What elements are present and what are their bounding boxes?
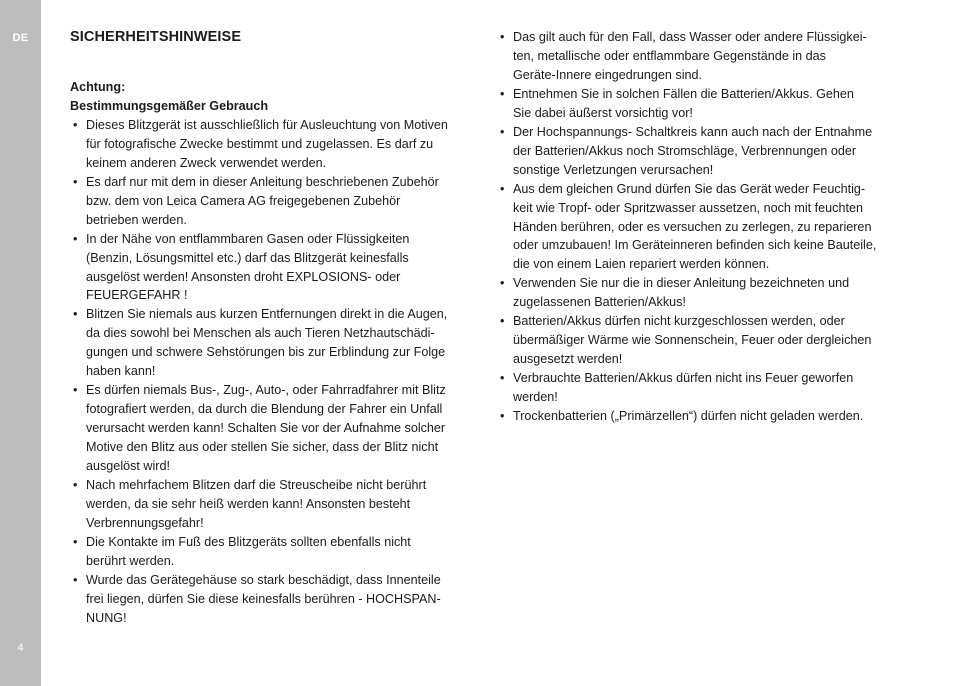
bullet-icon: • (73, 174, 78, 189)
list-item-line: Nach mehrfachem Blitzen darf die Streuscheibe nicht berührt (86, 478, 427, 493)
bullet-icon: • (500, 371, 505, 386)
list-item-line: Verbrennungsgefahr! (86, 515, 204, 530)
list-item-line: übermäßiger Wärme wie Sonnenschein, Feuer oder dergleichen (513, 333, 872, 348)
list-item-line: Die Kontakte im Fuß des Blitzgeräts sollten ebenfalls nicht (86, 534, 411, 549)
list-item-line: Es darf nur mit dem in dieser Anleitung beschriebenen Zubehör (86, 174, 439, 189)
list-item-line: da dies sowohl bei Menschen als auch Tieren Netzhautschädi- (86, 326, 435, 341)
list-item-line: Motive den Blitz aus oder stellen Sie sicher, dass der Blitz nicht (86, 440, 439, 455)
bullet-icon: • (73, 478, 78, 493)
list-item-line: Batterien/Akkus dürfen nicht kurzgeschlossen werden, oder (513, 314, 845, 329)
sidebar (0, 0, 41, 686)
list-item (497, 369, 901, 407)
list-item (70, 305, 474, 381)
list-item-line: FEUERGEFAHR ! (86, 288, 188, 303)
bullet-icon: • (500, 314, 505, 329)
list-item (497, 85, 901, 123)
list-item-line: (Benzin, Lösungsmittel etc.) darf das Blitzgerät keinesfalls (86, 250, 409, 265)
list-item-line: die von einem Laien repariert werden können. (513, 257, 770, 272)
list-item-line: Aus dem gleichen Grund dürfen Sie das Gerät weder Feuchtig- (513, 181, 866, 196)
list-item-line: In der Nähe von entflammbaren Gasen oder Flüssigkeiten (86, 231, 410, 246)
list-item-line: keinem anderen Zweck verwendet werden. (86, 155, 327, 170)
list-item (497, 180, 901, 275)
language-tab: DE (12, 32, 29, 44)
section-heading: Bestimmungsgemäßer Gebrauch (70, 98, 269, 113)
list-item-line: ausgesetzt werden! (513, 352, 623, 367)
list-item-line: ausgelöst werden! Ansonsten droht EXPLOSIONS- oder (86, 269, 401, 284)
list-item-line: Entnehmen Sie in solchen Fällen die Batterien/Akkus. Gehen (513, 86, 854, 101)
list-item-line: ten, metallische oder entflammbare Gegenstände in das (513, 48, 826, 63)
bullet-icon: • (73, 383, 78, 398)
list-item-line: Dieses Blitzgerät ist ausschließlich für Ausleuchtung von Motiven (86, 117, 448, 132)
list-item-line: Händen berühren, oder es versuchen zu zerlegen, zu reparieren (513, 219, 872, 234)
list-item-line: verursacht werden kann! Schalten Sie vor der Aufnahme solcher (86, 421, 446, 436)
bullet-icon: • (500, 124, 505, 139)
bullet-icon: • (500, 181, 505, 196)
bullet-icon: • (73, 534, 78, 549)
right-bullet-list (497, 28, 901, 426)
list-item (70, 533, 474, 571)
list-item (70, 173, 474, 230)
list-item (70, 230, 474, 306)
list-item-line: berührt werden. (86, 553, 175, 568)
list-item-line: NUNG! (86, 610, 127, 625)
list-item (70, 116, 474, 173)
list-item-line: gungen und schwere Sehstörungen bis zur Erblindung zur Folge (86, 345, 446, 360)
list-item (70, 476, 474, 533)
list-item-line: Es dürfen niemals Bus-, Zug-, Auto-, oder Fahrradfahrer mit Blitz (86, 383, 446, 398)
list-item-line: Geräte-Innere eingedrungen sind. (513, 67, 703, 82)
warning-heading: Achtung: (70, 80, 126, 94)
list-item-line: fotografiert werden, da durch die Blendung der Fahrer ein Unfall (86, 402, 443, 417)
list-item-line: haben kann! (86, 364, 156, 379)
list-item-line: der Batterien/Akkus noch Stromschläge, Verbrennungen oder (513, 143, 857, 158)
list-item-line: oder umzubauen! Im Geräteinneren befinden sich keine Bauteile, (513, 238, 877, 253)
right-column (497, 28, 901, 426)
left-column (70, 78, 474, 628)
list-item-line: Verwenden Sie nur die in dieser Anleitung bezeichneten und (513, 276, 850, 291)
bullet-icon: • (73, 117, 78, 132)
list-item-line: bzw. dem von Leica Camera AG freigegebenen Zubehör (86, 193, 401, 208)
list-item-line: Sie dabei äußerst vorsichtig vor! (513, 105, 693, 120)
list-item-line: keit wie Tropf- oder Spritzwasser aussetzen, noch mit feuchten (513, 200, 863, 215)
left-bullet-list (70, 116, 474, 628)
page-number: 4 (17, 642, 24, 654)
page-title: SICHERHEITSHINWEISE (70, 29, 242, 45)
list-item (497, 312, 901, 369)
list-item-line: sonstige Verletzungen verursachen! (513, 162, 714, 177)
list-item-line: werden! (513, 390, 558, 405)
list-item-line: Verbrauchte Batterien/Akkus dürfen nicht ins Feuer geworfen (513, 371, 854, 386)
list-item-line: Blitzen Sie niemals aus kurzen Entfernungen direkt in die Augen, (86, 307, 448, 322)
bullet-icon: • (500, 86, 505, 101)
list-item-line: betrieben werden. (86, 212, 187, 227)
list-item-line: ausgelöst wird! (86, 459, 170, 474)
list-item (497, 123, 901, 180)
list-item (497, 407, 901, 426)
list-item-line: Der Hochspannungs- Schaltkreis kann auch nach der Entnahme (513, 124, 873, 139)
list-item (497, 274, 901, 312)
list-item-line: für fotografische Zwecke bestimmt und zugelassen. Es darf zu (86, 136, 434, 151)
list-item (70, 571, 474, 628)
list-item-line: Trockenbatterien („Primärzellen“) dürfen nicht geladen werden. (513, 409, 864, 424)
bullet-icon: • (500, 409, 505, 424)
list-item (497, 28, 901, 85)
list-item (70, 381, 474, 476)
list-item-line: frei liegen, dürfen Sie diese keinesfalls berühren - HOCHSPAN- (86, 591, 441, 606)
list-item-line: zugelassenen Batterien/Akkus! (513, 295, 686, 310)
bullet-icon: • (500, 276, 505, 291)
bullet-icon: • (73, 572, 78, 587)
bullet-icon: • (500, 30, 505, 44)
list-item-line: Das gilt auch für den Fall, dass Wasser oder andere Flüssigkei- (513, 30, 867, 44)
list-item-line: werden, da sie sehr heiß werden kann! Ansonsten besteht (86, 496, 411, 511)
bullet-icon: • (73, 307, 78, 322)
bullet-icon: • (73, 231, 78, 246)
list-item-line: Wurde das Gerätegehäuse so stark beschädigt, dass Innenteile (86, 572, 441, 587)
